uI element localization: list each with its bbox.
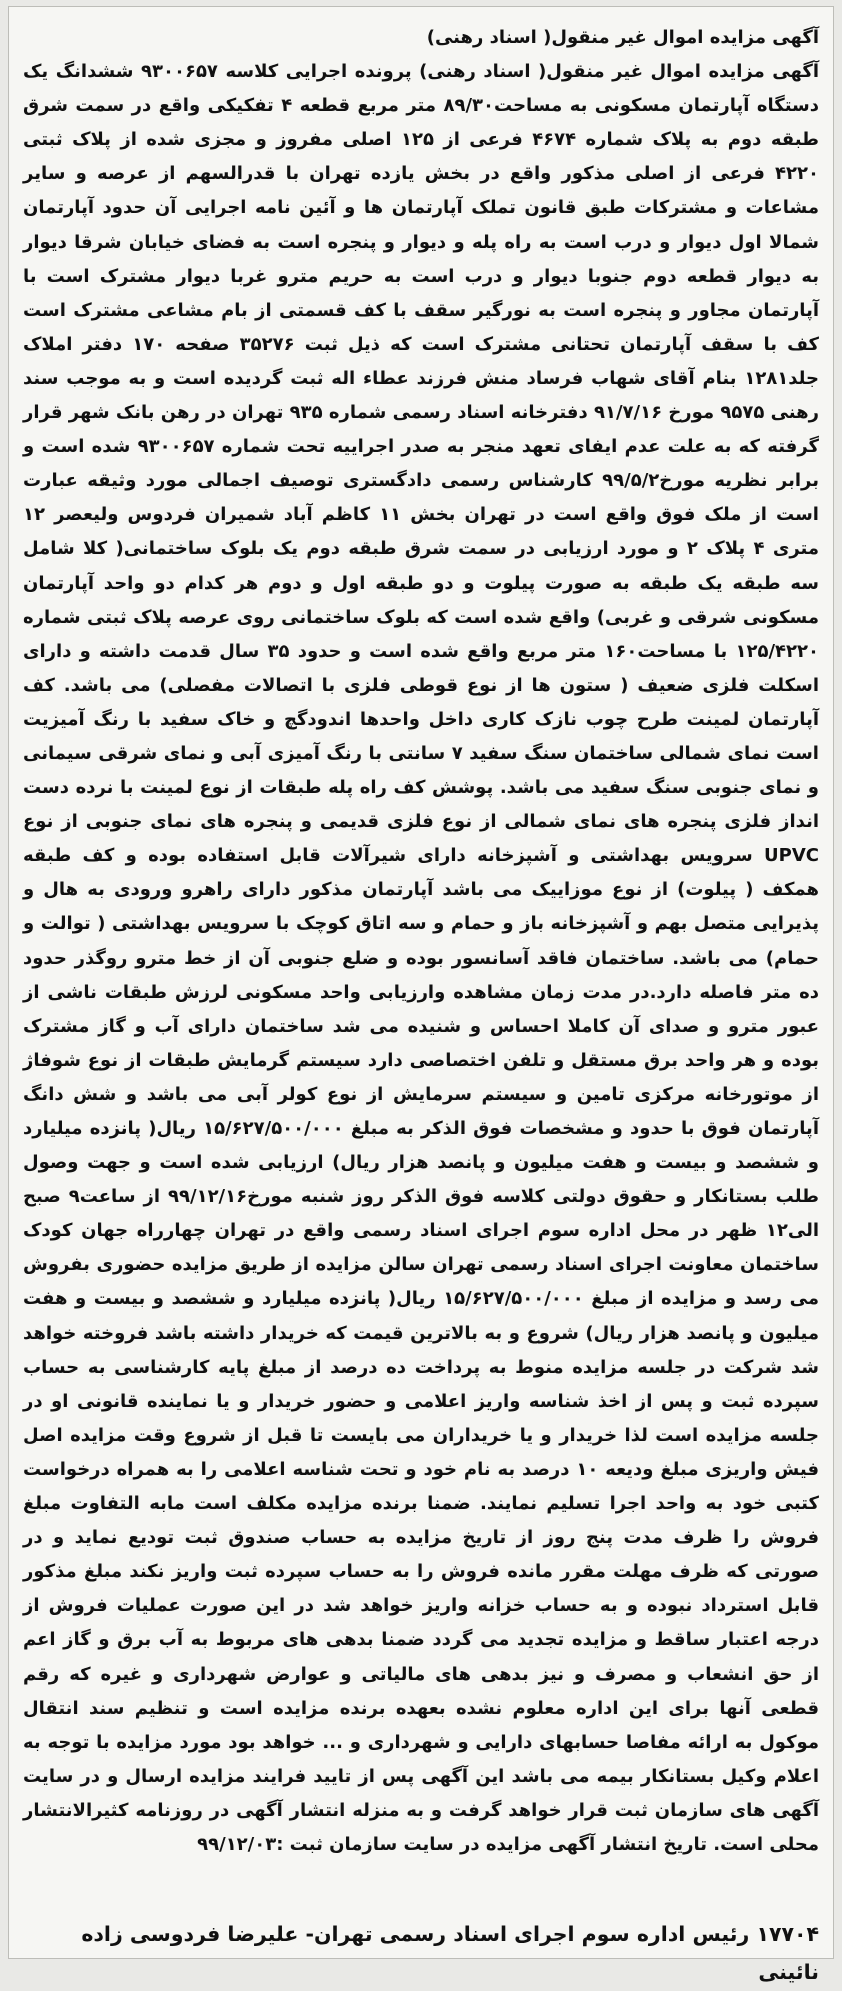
notice-text-block: [23, 21, 819, 1862]
notice-signature: ۱۷۷۰۴ رئیس اداره سوم اجرای اسناد رسمی تهران- علیرضا فردوسی زاده نائینی: [81, 1922, 819, 1984]
notice-body: آگهی مزایده اموال غیر منقول( اسناد رهنی) پرونده اجرایی کلاسه ۹۳۰۰۶۵۷ ششدانگ یک دستگاه آپارتمان مسکونی به مساحت۸۹/۳۰ متر مربع قطعه ۴ تفکیکی واقع در سمت شرق طبقه دوم به پلاک شماره ۴۶۷۴ فرعی از ۱۲۵ اصلی مفروز و مجزی شده از پلاک ثبتی ۴۲۲۰ فرعی از اصلی مذکور واقع در بخش یازده تهران با قدرالسهم از عرصه و سایر مشاعات و مشترکات طبق قانون تملک آپارتمان ها و آئین نامه اجرایی آن حدود آپارتمان شمالا اول دیوار و درب است به راه پله و دیوار و پنجره است به فضای خیابان شرقا دیوار به دیوار قطعه دوم جنوبا دیوار و درب است به حریم مترو غربا دیوار مشترک است با آپارتمان مجاور و پنجره است به نورگیر سقف با کف قسمتی از بام مشاعی مشترک است کف با سقف آپارتمان تحتانی مشترک است که ذیل ثبت ۳۵۲۷۶ صفحه ۱۷۰ دفتر املاک جلد۱۲۸۱ بنام آقای شهاب فرساد منش فرزند عطاء اله ثبت گردیده است و به موجب سند رهنی ۹۵۷۵ مورخ ۹۱/۷/۱۶ دفترخانه اسناد رسمی شماره ۹۳۵ تهران در رهن بانک شهر قرار گرفته که به علت عدم ایفای تعهد منجر به صدر اجراییه تحت شماره ۹۳۰۰۶۵۷ شده است و برابر نظریه مورخ۹۹/۵/۲ کارشناس رسمی دادگستری توصیف اجمالی مورد وثیقه عبارت است از ملک فوق واقع است در تهران بخش ۱۱ کاظم آباد شمیران فردوس ولیعصر ۱۲ متری ۴ پلاک ۲ و مورد ارزیابی در سمت شرق طبقه دوم یک بلوک ساختمانی( کلا شامل سه طبقه یک طبقه به صورت پیلوت و دو طبقه اول و دوم هر کدام دو واحد آپارتمان مسکونی شرقی و غربی) واقع شده است که بلوک ساختمانی روی عرصه پلاک ثبتی شماره ۱۲۵/۴۲۲۰ با مساحت۱۶۰ متر مربع واقع شده است و حدود ۳۵ سال قدمت داشته و دارای اسکلت فلزی ضعیف ( ستون ها از نوع قوطی فلزی با اتصالات مفصلی) می باشد. کف آپارتمان لمینت طرح چوب نازک کاری داخل واحدها اندودگچ و خاک سفید با رنگ آمیزیت است نمای شمالی ساختمان سنگ سفید ۷ سانتی با رنگ آمیزی آبی و نمای شرقی سیمانی و نمای جنوبی سنگ سفید می باشد. پوشش کف راه پله طبقات از نوع لمینت با نرده دست انداز فلزی پنجره های نمای شمالی از نوع فلزی قدیمی و پنجره های نمای جنوبی از نوع UPVC سرویس بهداشتی و آشپزخانه دارای شیرآلات قابل استفاده بوده و کف طبقه همکف ( پیلوت) از نوع موزاییک می باشد آپارتمان مذکور دارای راهرو ورودی به هال و پذیرایی متصل بهم و آشپزخانه باز و حمام و سه اتاق کوچک با سرویس بهداشتی ( توالت و حمام) می باشد. ساختمان فاقد آسانسور بوده و ضلع جنوبی آن از خط مترو روگذر حدود ده متر فاصله دارد.در مدت زمان مشاهده وارزیابی واحد مسکونی لرزش طبقات ناشی از عبور مترو و صدای آن کاملا احساس و شنیده می شد ساختمان دارای آب و گاز مشترک بوده و هر واحد برق مستقل و تلفن اختصاصی دارد سیستم گرمایش طبقات از نوع شوفاژ از موتورخانه مرکزی تامین و سیستم سرمایش از نوع کولر آبی می باشد و شش دانگ آپارتمان فوق با حدود و مشخصات فوق الذکر به مبلغ ۱۵/۶۲۷/۵۰۰/۰۰۰ ریال( پانزده میلیارد و ششصد و بیست و هفت میلیون و پانصد هزار ریال) ارزیابی شده است و جهت وصول طلب بستانکار و حقوق دولتی کلاسه فوق الذکر روز شنبه مورخ۹۹/۱۲/۱۶ از ساعت۹ صبح الی۱۲ ظهر در محل اداره سوم اجرای اسناد رسمی واقع در تهران چهارراه جهان کودک ساختمان معاونت اجرای اسناد رسمی تهران سالن مزایده از طریق مزایده حضوری بفروش می رسد و مزایده از مبلغ ۱۵/۶۲۷/۵۰۰/۰۰۰ ریال( پانزده میلیارد و ششصد و بیست و هفت میلیون و پانصد هزار ریال) شروع و به بالاترین قیمت که خریدار داشته باشد فروخته خواهد شد شرکت در جلسه مزایده منوط به پرداخت ده درصد از مبلغ پایه کارشناسی به حساب سپرده ثبت و پس از اخذ شناسه واریز اعلامی و حضور خریدار و یا نماینده قانونی او در جلسه مزایده است لذا خریدار و یا خریداران می بایست تا قبل از شروع وقت مزایده اصل فیش واریزی مبلغ ودیعه ۱۰ درصد به نام خود و تحت شناسه اعلامی را به همراه درخواست کتبی خود به واحد اجرا تسلیم نمایند. ضمنا برنده مزایده مکلف است مابه التفاوت مبلغ فروش را ظرف مدت پنج روز از تاریخ مزایده به حساب صندوق ثبت تودیع نماید و در صورتی که ظرف مهلت مقرر مانده فروش را به حساب سپرده ثبت واریز نکند مبلغ مذکور قابل استرداد نبوده و به حساب خزانه واریز خواهد شد در این صورت عملیات فروش از درجه اعتبار ساقط و مزایده تجدید می گردد ضمنا بدهی های مربوط به آب برق و گاز اعم از حق انشعاب و مصرف و نیز بدهی های مالیاتی و عوارض شهرداری و غیره که رقم قطعی آنها برای این اداره معلوم نشده بعهده برنده مزایده است و تنظیم سند انتقال موکول به ارائه مفاصا حسابهای دارایی و شهرداری و ... خواهد بود مورد مزایده با توجه به اعلام وکیل بستانکار بیمه می باشد این آگهی پس از تایید فرایند مزایده ارسال و در سایت آگهی های سازمان ثبت قرار خواهد گرفت و به منزله انتشار آگهی در روزنامه کثیرالانتشار محلی است. تاریخ انتشار آگهی مزایده در سایت سازمان ثبت :۹۹/۱۲/۰۳: [22, 61, 820, 1855]
notice-clipping: [8, 6, 834, 1984]
notice-title: آگهی مزایده اموال غیر منقول( اسناد رهنی): [426, 27, 819, 48]
